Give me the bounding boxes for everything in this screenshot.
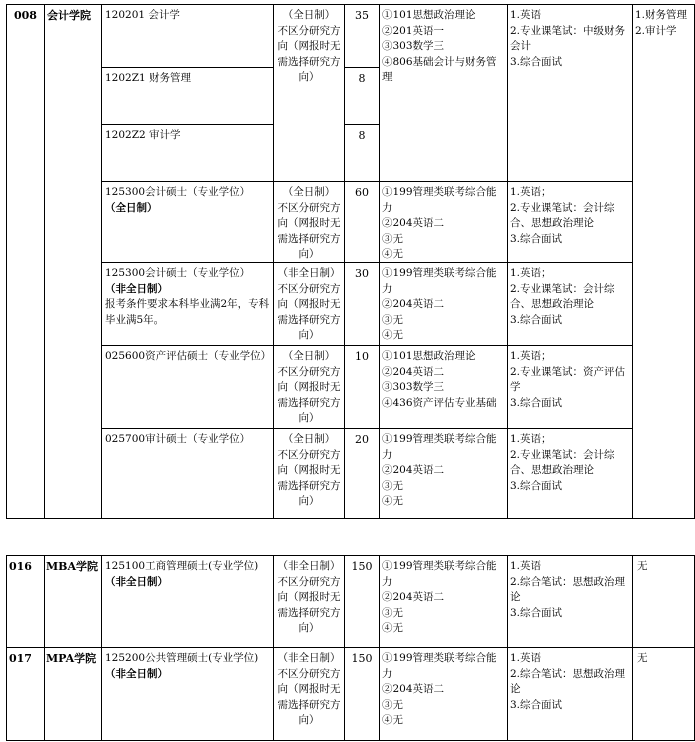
table2-col-line [101,555,102,741]
table2-col-line [6,555,7,741]
enroll-quota: 8 [358,129,366,142]
major-name: 025600资产评估硕士（专业学位） [105,350,272,362]
row-line [344,67,379,68]
table1-bottom-border [6,518,694,519]
enroll-quota: 60 [355,186,369,199]
notes: 1.财务管理 2.审计学 [635,9,688,37]
dept-code: 008 [14,9,37,22]
table2-col-line [507,555,508,741]
row-line [101,124,273,125]
major-mode-label: （全日制） [105,202,158,214]
dept-code: 016 [9,560,32,573]
study-mode: （全日制） 不区分研究方向（网报时无需选择研究方向） [277,186,341,260]
notes: 无 [637,652,648,664]
notes: 无 [637,560,648,572]
table1-col-line [6,4,7,519]
study-mode: （全日制） 不区分研究方向（网报时无需选择研究方向） [277,350,341,424]
row-line [101,181,632,182]
study-mode: （非全日制）不区分研究方向（网报时无需选择研究方向） [277,560,341,634]
exam-subjects: ①101思想政治理论 ②204英语二 ③303数学三 ④436资产评估专业基础 [382,350,497,409]
row-line [101,345,632,346]
retest-subjects: 1.英语 2.专业课笔试：中级财务会计 3.综合面试 [510,9,626,68]
major-name: 120201 会计学 [105,9,180,21]
school-name: MPA学院 [46,652,97,665]
exam-subjects: ①199管理类联考综合能力 ②204英语二 ③无 ④无 [382,186,497,260]
table1-top-border [6,4,694,5]
table2-top-border [6,555,694,556]
major-mode-label: （非全日制） [105,668,168,680]
enroll-quota: 30 [355,267,369,280]
study-mode: （全日制） 不区分研究方向（网报时无需选择研究方向） [277,9,341,83]
study-mode: （非全日制）不区分研究方向（网报时无需选择研究方向） [277,652,341,726]
major-requirement: 报考条件要求本科毕业满2年，专科毕业满5年。 [105,298,270,326]
row-line [344,124,379,125]
retest-subjects: 1.英语； 2.专业课笔试：资产评估学 3.综合面试 [510,350,626,409]
major-name: 1202Z2 审计学 [105,129,181,141]
table2-col-line [379,555,380,741]
row-line [101,67,273,68]
row-line [6,647,694,648]
enroll-quota: 150 [351,652,373,665]
major-name: 125200公共管理硕士(专业学位) [105,652,259,664]
exam-subjects: ①199管理类联考综合能力 ②204英语二 ③无 ④无 [382,560,497,634]
retest-subjects: 1.英语 2.综合笔试：思想政治理论 3.综合面试 [510,560,626,619]
row-line [101,428,632,429]
enroll-quota: 150 [351,560,373,573]
exam-subjects: ①199管理类联考综合能力 ②204英语二 ③无 ④无 [382,267,497,341]
exam-subjects: ①101思想政治理论 ②201英语一 ③303数学三 ④806基础会计与财务管理 [382,9,497,83]
retest-subjects: 1.英语； 2.专业课笔试：会计综合、思想政治理论 3.综合面试 [510,186,615,245]
table2-col-line [273,555,274,741]
enroll-quota: 10 [355,350,369,363]
table2-col-line [344,555,345,741]
major-name: 025700审计硕士（专业学位） [105,433,251,445]
table2-col-line [632,555,633,741]
exam-subjects: ①199管理类联考综合能力 ②204英语二 ③无 ④无 [382,433,497,507]
dept-code: 017 [9,652,32,665]
table1-col-line [632,4,633,519]
major-name: 125300会计硕士（专业学位） [105,186,251,198]
table1-col-line [44,4,45,519]
major-name: 125100工商管理硕士(专业学位) [105,560,259,572]
retest-subjects: 1.英语； 2.专业课笔试：会计综合、思想政治理论 3.综合面试 [510,433,615,492]
row-line [101,262,632,263]
enroll-quota: 20 [355,433,369,446]
enroll-quota: 8 [358,72,366,85]
school-name: 会计学院 [47,9,91,22]
major-mode-label: （非全日制） [105,283,168,295]
retest-subjects: 1.英语 2.综合笔试：思想政治理论 3.综合面试 [510,652,626,711]
study-mode: （非全日制）不区分研究方向（网报时无需选择研究方向） [277,267,341,341]
exam-subjects: ①199管理类联考综合能力 ②204英语二 ③无 ④无 [382,652,497,726]
table2-col-line [44,555,45,741]
enroll-quota: 35 [355,9,369,22]
table2-bottom-border [6,740,694,741]
school-name: MBA学院 [46,560,99,573]
major-mode-label: （非全日制） [105,576,168,588]
major-name: 125300会计硕士（专业学位） [105,267,251,279]
retest-subjects: 1.英语； 2.专业课笔试：会计综合、思想政治理论 3.综合面试 [510,267,615,326]
major-name: 1202Z1 财务管理 [105,72,192,84]
study-mode: （全日制） 不区分研究方向（网报时无需选择研究方向） [277,433,341,507]
